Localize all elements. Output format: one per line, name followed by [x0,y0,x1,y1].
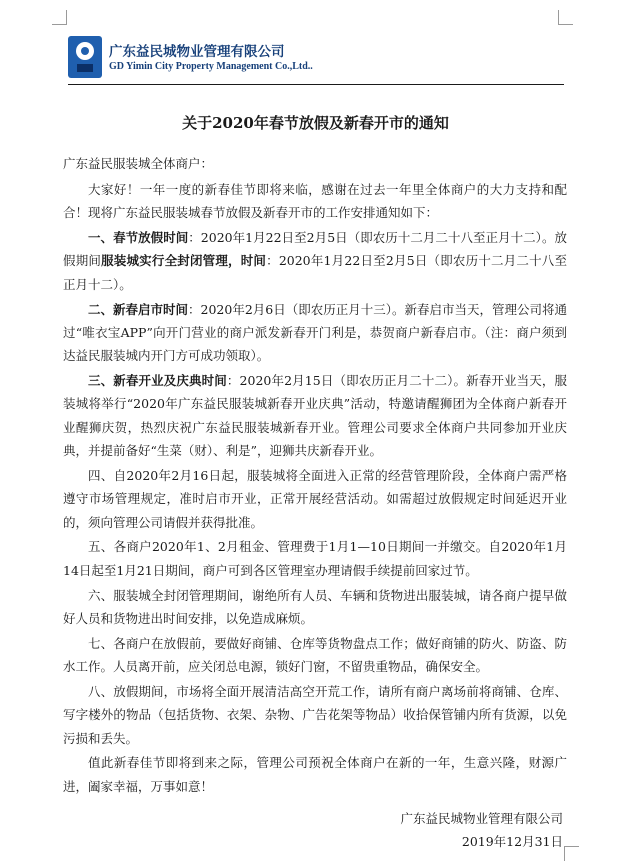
company-name-en: GD Yimin City Property Management Co.,Ltd.. [109,61,313,72]
paragraph-1-text-2: ：2020年1月22日至2月5日（即农历十二月二十八至正月十二）。 [63,253,567,292]
notice-title: 关于2020年春节放假及新春开市的通知 [182,114,449,132]
letterhead [68,36,538,80]
page-corner-mark [52,10,67,25]
company-logo-icon [68,36,102,78]
paragraph-8: 八、放假期间，市场将全面开展清洁高空开荒工作，请所有商户离场前将商铺、仓库、写字楼外的物品（包括货物、衣架、杂物、广告花架等物品）收拾保管铺内所有货源，以免污损和丢失。 [63,683,567,746]
paragraph-4: 四、自2020年2月16日起，服装城将全面进入正常的经营管理阶段，全体商户需严格遵守市场管理规定，准时启市开业，正常开展经营活动。如需超过放假规定时间延迟开业的，须向管理公司请假并获得批准。 [63,467,567,530]
paragraph-1-emphasis: 服装城实行全封闭管理，时间 [101,253,267,269]
paragraph-1-text: ：2020年1月22日至2月5日（即农历十二月二十八至正月十二）。放假期间 [63,230,567,269]
signature-date: 2019年12月31日 [461,834,563,849]
paragraph-2-heading: 二、新春启市时间 [88,301,189,317]
header-divider [68,84,564,85]
paragraph-3-heading: 三、新春开业及庆典时间 [88,373,227,389]
paragraph-intro: 大家好！一年一度的新春佳节即将来临，感谢在过去一年里全体商户的大力支持和配合！现将广东益民服装城春节放假及新春开市的工作安排通知如下： [63,182,567,221]
paragraph-2 [63,298,567,368]
paragraph-closing: 值此新春佳节即将到来之际，管理公司预祝全体商户在新的一年，生意兴隆，财源广进，阖家幸福，万事如意！ [63,755,567,794]
paragraph-1 [63,226,567,296]
page-corner-mark [564,846,579,861]
signature-org: 广东益民城物业管理有限公司 [400,811,563,826]
paragraph-1-heading: 一、春节放假时间 [88,230,189,246]
salutation: 广东益民服装城全体商户： [63,156,214,171]
paragraph-3 [63,369,567,462]
notice-body [63,178,567,800]
paragraph-6: 六、服装城全封闭管理期间，谢绝所有人员、车辆和货物进出服装城，请各商户提早做好人员和货物进出时间安排，以免造成麻烦。 [63,587,567,626]
page-corner-mark [558,10,573,25]
paragraph-7: 七、各商户在放假前，要做好商铺、仓库等货物盘点工作；做好商铺的防火、防盗、防水工作。人员离开前，应关闭总电源，锁好门窗，不留贵重物品，确保安全。 [63,635,567,675]
paragraph-2-text: ：2020年2月6日（即农历正月十三）。新春启市当天，管理公司将通过“唯衣宝APP”向开门营业的商户派发新春开门利是，恭贺商户新春启市。（注：商户须到达益民服装城内开门方可成功领取）。 [63,301,567,364]
paragraph-3-text: ：2020年2月15日（即农历正月二十二）。新春开业当天，服装城将举行“2020年广东益民服装城新春开业庆典”活动，特邀请醒狮团为全体商户新春开业醒狮庆贺，热烈庆祝广东益民服装城新春开业。管理公司要求全体商户共同参加开业庆典，并提前备好“生菜（财）、利是”，迎狮共庆新春开业。 [63,373,567,459]
paragraph-5: 五、各商户2020年1、2月租金、管理费于1月1—10日期间一并缴交。自2020年1月14日起至1月21日期间，商户可到各区管理室办理请假手续提前回家过节。 [63,539,567,578]
company-name-cn: 广东益民城物业管理有限公司 [109,44,285,60]
